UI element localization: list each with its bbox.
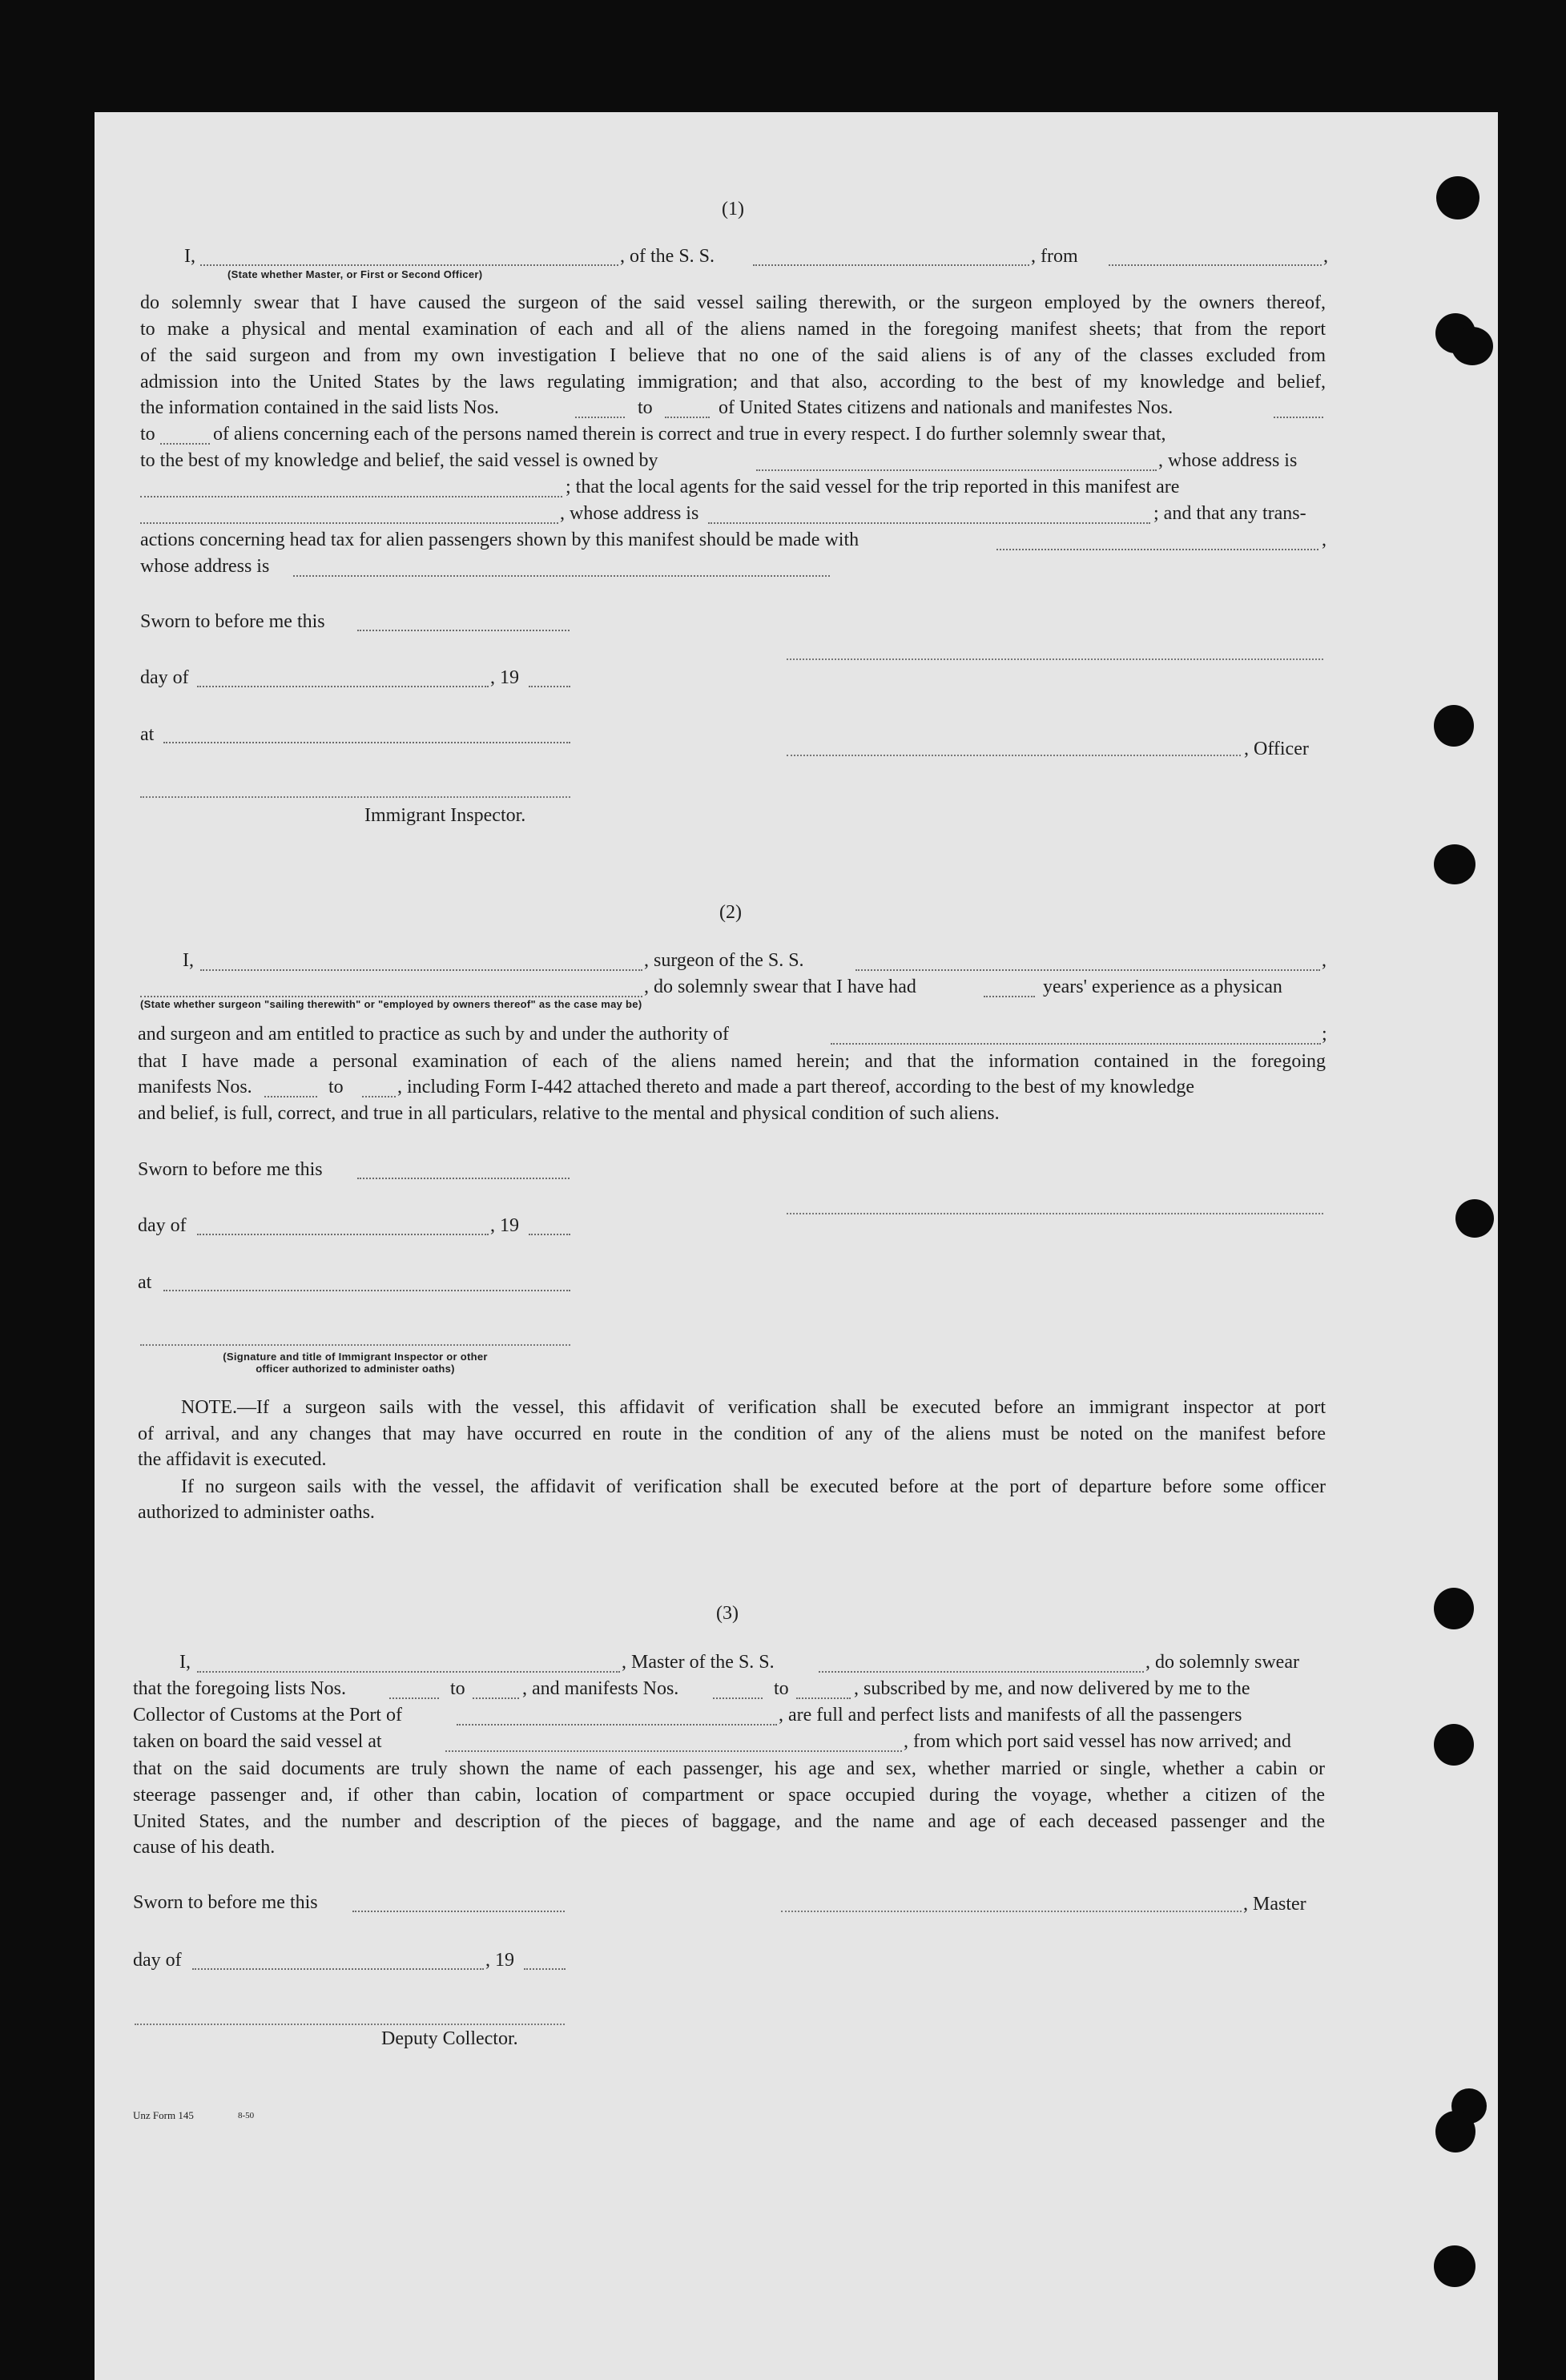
signature-line: [135, 2024, 565, 2025]
fill-line: [445, 1750, 902, 1752]
sec2-nineteen: , 19: [490, 1215, 519, 1236]
sec3-line1-i: I,: [179, 1652, 191, 1673]
sec1-citizens: of United States citizens and nationals and manifestes Nos.: [719, 397, 1173, 418]
sec2-manifests-to: to: [328, 1077, 344, 1097]
sec2-swear: , do solemnly swear that I have had: [644, 977, 916, 997]
sec1-para-line: of the said surgeon and from my own investigation I believe that no one of the said aliens is of any of the classes excluded from: [140, 345, 1326, 366]
fill-line: [753, 264, 1029, 266]
fill-line: [200, 969, 642, 971]
fill-line: [357, 1178, 570, 1179]
sec2-line1-i: I,: [183, 950, 194, 971]
sec3-taken-on-board: taken on board the said vessel at: [133, 1731, 382, 1752]
sec3-para-line: United States, and the number and description of the pieces of baggage, and the name and age of each deceased passenger and the: [133, 1811, 1325, 1832]
binder-hole: [1434, 2245, 1475, 2287]
signature-line: [787, 755, 1241, 756]
sec1-local-agents: ; that the local agents for the said vessel for the trip reported in this manifest are: [566, 477, 1180, 497]
fill-line: [457, 1724, 777, 1726]
sec1-para-line: do solemnly swear that I have caused the surgeon of the said vessel sailing therewith, or the surgeon employed by the owners thereof,: [140, 292, 1326, 313]
sec3-sworn: Sworn to before me this: [133, 1892, 318, 1913]
fill-line: [1109, 264, 1322, 266]
fill-line: [756, 469, 1157, 471]
sec3-para-line: cause of his death.: [133, 1837, 276, 1858]
sec1-sworn: Sworn to before me this: [140, 611, 325, 632]
sec3-full-perfect: , are full and perfect lists and manifests of all the passengers: [779, 1705, 1242, 1726]
sec1-day-of: day of: [140, 667, 189, 688]
sec3-lists-nos: that the foregoing lists Nos.: [133, 1678, 346, 1699]
sec1-whose-address: , whose address is: [1158, 450, 1298, 471]
sec3-swear: , do solemnly swear: [1145, 1652, 1299, 1673]
sec2-day-of: day of: [138, 1215, 187, 1236]
fill-line: [713, 1697, 763, 1699]
fill-line: [200, 264, 618, 266]
section-3-heading: (3): [716, 1603, 739, 1624]
sec1-at: at: [140, 724, 155, 745]
fill-line: [163, 1290, 570, 1291]
fill-line: [163, 742, 570, 743]
sec3-collector-sig: Deputy Collector.: [381, 2028, 518, 2049]
sec1-para-line: to make a physical and mental examination of each and all of the aliens named in the foregoing manifest sheets; that from the report: [140, 319, 1326, 340]
form-date-code: 8-50: [238, 2111, 255, 2120]
sec3-master: , Master: [1243, 1894, 1306, 1915]
signature-line: [787, 1213, 1323, 1214]
fill-line: [708, 522, 1150, 524]
signature-line: [140, 1344, 570, 1346]
sec2-authority-end: ;: [1322, 1024, 1327, 1045]
fill-line: [529, 686, 570, 687]
sec3-para-line: that on the said documents are truly shown the name of each passenger, his age and sex, whether married or single, whether a cabin or: [133, 1758, 1325, 1779]
fill-line: [264, 1096, 317, 1097]
sec1-lists-to: to: [638, 397, 653, 418]
sec2-note-line: the affidavit is executed.: [138, 1449, 327, 1470]
section-2-heading: (2): [719, 902, 742, 923]
binder-hole: [1434, 1724, 1474, 1766]
sec3-nineteen: , 19: [485, 1950, 514, 1971]
sec2-experience: years' experience as a physican: [1043, 977, 1282, 997]
sec1-lists-label: the information contained in the said lists Nos.: [140, 397, 499, 418]
sec1-trans: ; and that any trans-: [1153, 503, 1306, 524]
binder-hole: [1451, 327, 1493, 365]
fill-line: [473, 1697, 519, 1699]
sec1-line1-end: ,: [1323, 246, 1328, 267]
fill-line: [996, 549, 1318, 550]
signature-line: [781, 1911, 1242, 1912]
sec1-agents-address: , whose address is: [560, 503, 699, 524]
sec1-whose-address-2: whose address is: [140, 556, 270, 577]
section-1-heading: (1): [722, 199, 744, 219]
form-number: Unz Form 145: [133, 2109, 194, 2121]
sec2-form-i442: , including Form I-442 attached thereto and made a part thereof, according to the best of my knowledge: [397, 1077, 1195, 1097]
sec3-para-line: steerage passenger and, if other than cabin, location of compartment or space occupied during the voyage, whether a citizen of the: [133, 1785, 1325, 1806]
binder-hole: [1436, 176, 1479, 219]
sec2-sworn: Sworn to before me this: [138, 1159, 323, 1180]
fill-line: [140, 496, 562, 497]
sec1-officer-note: (State whether Master, or First or Second Officer): [227, 268, 483, 280]
sec1-line1-i: I,: [184, 246, 195, 267]
fill-line: [529, 1234, 570, 1235]
sec3-manifests-nos: , and manifests Nos.: [522, 1678, 679, 1699]
sec2-line1-end: ,: [1322, 950, 1326, 971]
fill-line: [819, 1671, 1144, 1673]
sec2-belief: and belief, is full, correct, and true in all particulars, relative to the mental and physical condition of such aliens.: [138, 1103, 1000, 1124]
fill-line: [357, 630, 570, 631]
sec2-note-line: authorized to administer oaths.: [138, 1502, 375, 1523]
sec1-line1-ss: , of the S. S.: [620, 246, 715, 267]
sec1-aliens-concerning: of aliens concerning each of the persons named therein is correct and true in every respect. I do further solemnly swear that,: [213, 424, 1166, 445]
sec1-head-tax-end: ,: [1322, 530, 1326, 550]
fill-line: [140, 996, 642, 997]
sec3-master-of: , Master of the S. S.: [622, 1652, 775, 1673]
binder-hole: [1434, 844, 1475, 884]
fill-line: [293, 575, 830, 577]
sec1-officer: , Officer: [1244, 739, 1309, 759]
fill-line: [524, 1968, 566, 1970]
sec3-manifests-to: to: [774, 1678, 789, 1699]
fill-line: [160, 443, 210, 445]
fill-line: [575, 417, 625, 418]
sec2-manifests: manifests Nos.: [138, 1077, 252, 1097]
binder-hole: [1434, 1588, 1474, 1629]
sec2-sig-note-2: officer authorized to administer oaths): [256, 1363, 455, 1375]
fill-line: [352, 1911, 565, 1912]
sec1-line1-from: , from: [1031, 246, 1078, 267]
sec1-head-tax: actions concerning head tax for alien passengers shown by this manifest should be made with: [140, 530, 859, 550]
fill-line: [389, 1697, 439, 1699]
sec1-nineteen: , 19: [490, 667, 519, 688]
sec2-surgeon-note: (State whether surgeon "sailing therewith" or "employed by owners thereof" as the case may be): [140, 998, 642, 1010]
fill-line: [362, 1096, 396, 1097]
sec3-arrived: , from which port said vessel has now arrived; and: [904, 1731, 1291, 1752]
fill-line: [665, 417, 710, 418]
sec1-para-line: admission into the United States by the laws regulating immigration; and that also, according to the best of my knowledge and belief,: [140, 372, 1326, 393]
sec1-owned-by: to the best of my knowledge and belief, the said vessel is owned by: [140, 450, 658, 471]
fill-line: [197, 686, 489, 687]
sec2-note-line: NOTE.—If a surgeon sails with the vessel, this affidavit of verification shall be executed before an immigrant inspector at port: [181, 1397, 1326, 1418]
sec1-inspector: Immigrant Inspector.: [364, 805, 526, 826]
fill-line: [796, 1697, 851, 1699]
sec2-para-line: that I have made a personal examination of each of the aliens named herein; and that the information contained in the foregoing: [138, 1051, 1326, 1072]
binder-hole: [1455, 1199, 1494, 1238]
sec2-note-line: of arrival, and any changes that may have occurred en route in the condition of any of the aliens must be noted on the manifest before: [138, 1424, 1326, 1444]
sec3-subscribed: , subscribed by me, and now delivered by me to the: [854, 1678, 1250, 1699]
fill-line: [1274, 417, 1323, 418]
signature-line: [140, 796, 570, 798]
sec1-to: to: [140, 424, 155, 445]
sec2-at: at: [138, 1272, 152, 1293]
binder-hole: [1435, 2111, 1475, 2152]
fill-line: [831, 1043, 1321, 1045]
fill-line: [192, 1968, 484, 1970]
fill-line: [855, 969, 1320, 971]
fill-line: [197, 1234, 489, 1235]
sec2-sig-note-1: (Signature and title of Immigrant Inspector or other: [223, 1351, 488, 1363]
signature-line: [787, 658, 1323, 660]
sec3-lists-to: to: [450, 1678, 465, 1699]
fill-line: [984, 996, 1035, 997]
binder-hole: [1434, 705, 1474, 747]
sec3-collector: Collector of Customs at the Port of: [133, 1705, 402, 1726]
fill-line: [140, 522, 558, 524]
sec2-authority: and surgeon and am entitled to practice as such by and under the authority of: [138, 1024, 729, 1045]
fill-line: [197, 1671, 620, 1673]
sec3-day-of: day of: [133, 1950, 182, 1971]
sec2-note-line: If no surgeon sails with the vessel, the affidavit of verification shall be executed before at the port of departure before some officer: [181, 1476, 1326, 1497]
sec2-surgeon-of: , surgeon of the S. S.: [644, 950, 804, 971]
